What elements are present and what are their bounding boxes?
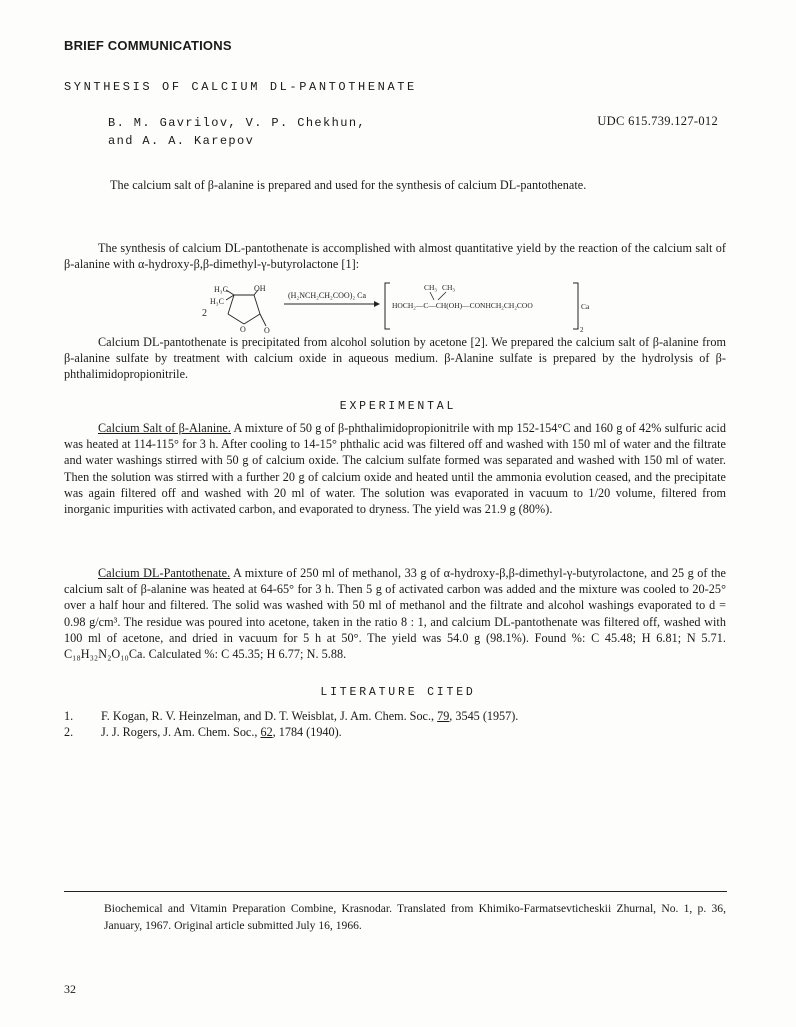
authors-line-1: B. M. Gavrilov, V. P. Chekhun, (108, 116, 367, 130)
paragraph-2-title: Calcium DL-Pantothenate. (98, 566, 231, 580)
article-title: SYNTHESIS OF CALCIUM DL-PANTOTHENATE (64, 80, 417, 94)
scheme-reagent: (H₂NCH₂CH₂COO)₂ Ca (288, 291, 367, 300)
scheme-carbonyl-oxygen: O (264, 326, 270, 334)
scheme-h3c-top: H₃C (214, 285, 228, 294)
footnote-divider (64, 891, 727, 892)
experimental-paragraph-1 (64, 420, 726, 517)
scheme-ring-oxygen: O (240, 325, 246, 334)
intro-text-1: The synthesis of calcium DL-pantothenate is accomplished with almost quantitative yield by the reaction of the calcium salt of β-alanine with α-hydroxy-β,β-dimethyl-γ-butyrolactone [1]: (64, 241, 726, 272)
intro-text-2: Calcium DL-pantothenate is precipitated from alcohol solution by acetone [2]. We prepared the calcium salt of β-alanine from β-alanine sulfate by treatment with calcium oxide in aqueous medium. β-Alanine sulfate is prepared by the hydrolysis of β-phthalimidopropionitrile. (64, 335, 726, 382)
paragraph-2-body: A mixture of 250 ml of methanol, 33 g of α-hydroxy-β,β-dimethyl-γ-butyrolactone, and 25 g of the calcium salt of β-alanine was heated at 64-65° for 3 h. Then 5 g of activated carbon was added and the mixture was cooled to 20-25° over a half hour and filtered. The solid was washed with 50 ml of methanol and the filtrate and alcohol washings evaporated to d = 0.98 g/cm³. The residue was poured into acetone, taken in the ratio 8 : 1, and calcium DL-pantothenate was filtered off, washed with 100 ml of acetone, and dried in vacuum for 5 h at 50°. The yield was 54.0 g (98.1%). Found %: C 45.48; H 6.81; N 5.71. C₁₈H₃₂N₂O₁₀Ca. Calculated %: C 45.35; H 6.77; N. 5.88. (64, 566, 727, 662)
abstract (110, 177, 676, 193)
left-bracket (385, 283, 390, 329)
footnote: Biochemical and Vitamin Preparation Combine, Krasnodar. Translated from Khimiko-Farmatsevticheskii Zhurnal, No. 1, p. 36, January, 1967. Original article submitted July 16, 1966. (104, 902, 726, 932)
scheme-ch3-b: CH₃ (442, 283, 456, 292)
scheme-ch3-a: CH₃ (424, 283, 438, 292)
literature-heading: LITERATURE CITED (320, 686, 476, 699)
scheme-product: HOCH₂—C—CH(OH)—CONHCH₂CH₂COO (392, 301, 533, 310)
methyl-bonds (430, 292, 446, 300)
udc-code: UDC 615.739.127-012 (597, 114, 718, 128)
reference-number: 1. (64, 709, 74, 723)
scheme-subscript: 2 (580, 326, 584, 334)
intro-paragraph-1 (64, 240, 726, 272)
reaction-scheme (196, 280, 596, 334)
scheme-h3c-bottom: H₃C (210, 297, 224, 306)
paragraph-1-body: A mixture of 50 g of β-phthalimidopropionitrile with mp 152-154°C and 160 g of 42% sulfuric acid was heated at 114-115° for 3 h. After cooling to 14-15° phthalic acid was filtered off and washed with 150 ml of water and the filtrate and water washings stirred with 50 g of calcium oxide. The calcium sulfate formed was separated and washed with 150 ml of water. Then the solution was stirred with a further 20 g of calcium oxide and heated until the ammonia evolution ceased, and the precipitate was again filtered off and washed with 20 ml of water. The solution was evaporated in vacuum to 1/20 volume, filtered from inorganic impurities with activated carbon, and evaporated to dryness. The yield was 21.9 g (80%). (64, 421, 726, 517)
page-number: 32 (64, 982, 76, 996)
reference-text: F. Kogan, R. V. Heinzelman, and D. T. Weisblat, J. Am. Chem. Soc., 79, 3545 (1957). (101, 709, 519, 723)
paragraph-1-title: Calcium Salt of β-Alanine. (98, 421, 231, 435)
scheme-coefficient: 2 (202, 308, 207, 319)
author-block (108, 114, 366, 150)
experimental-paragraph-2 (64, 565, 726, 662)
scheme-oh: OH (254, 284, 266, 293)
scheme-calcium: Ca (581, 302, 590, 311)
authors-line-2: and A. A. Karepov (108, 134, 255, 148)
section-heading: BRIEF COMMUNICATIONS (64, 38, 232, 53)
intro-paragraph-2 (64, 334, 726, 383)
experimental-heading: EXPERIMENTAL (339, 400, 457, 413)
reference-number: 2. (64, 725, 74, 739)
reference-item (64, 724, 724, 740)
reference-list (64, 708, 724, 740)
reference-text: J. J. Rogers, J. Am. Chem. Soc., 62, 1784 (1940). (101, 725, 342, 739)
right-bracket (573, 283, 578, 329)
abstract-text: The calcium salt of β-alanine is prepared and used for the synthesis of calcium DL-pantothenate. (110, 178, 587, 192)
reference-item (64, 708, 724, 724)
lactone-ring (226, 290, 266, 326)
reaction-arrow (284, 301, 380, 307)
